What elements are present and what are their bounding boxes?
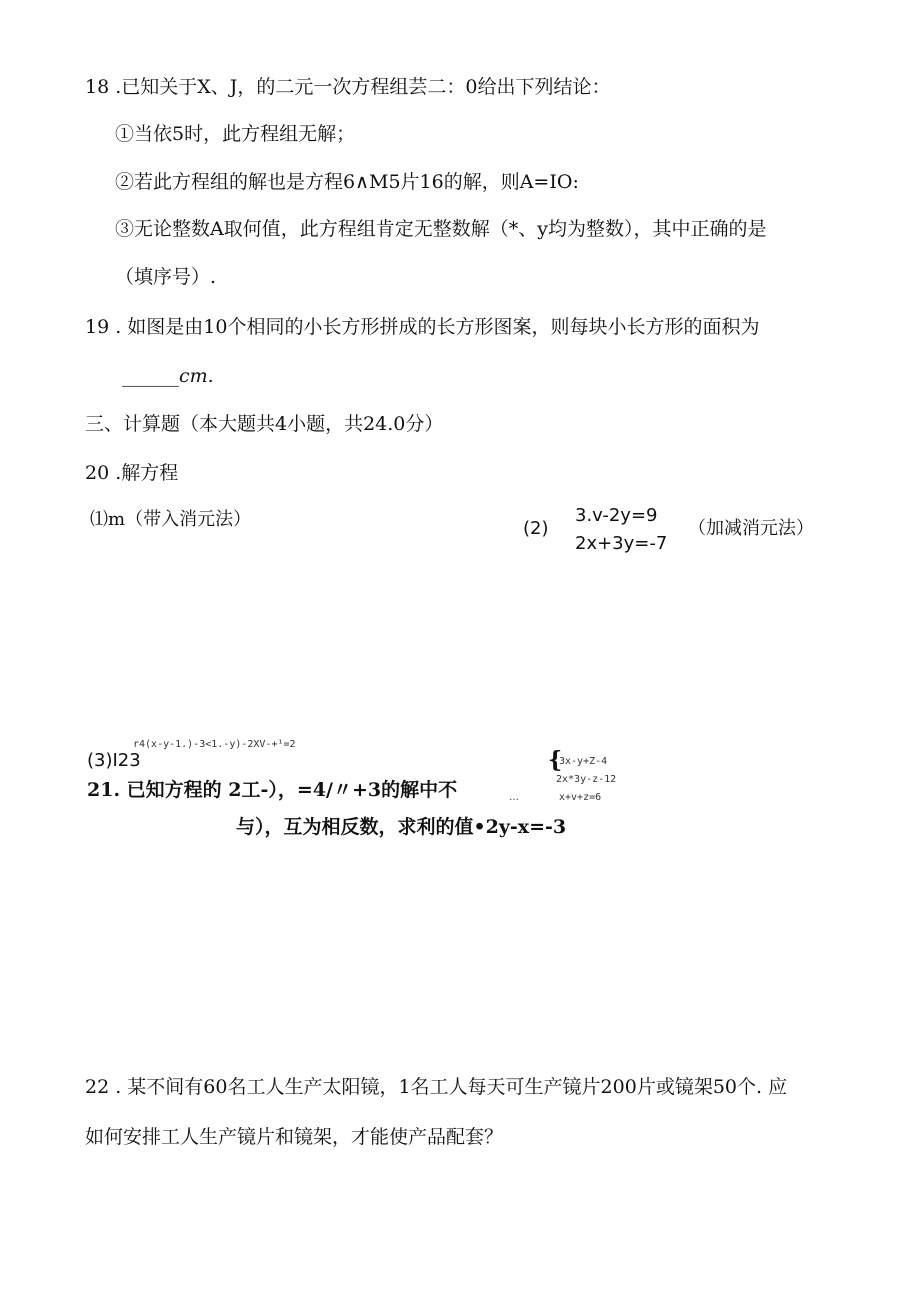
q20-part-2-method: （加减消元法） — [688, 518, 814, 539]
q20-part-2-equation-2: 2x+3y=-7 — [575, 533, 668, 554]
q19-answer-blank: ______cm. — [122, 365, 214, 387]
q20-part-2-number: (2) — [523, 518, 549, 539]
q22-line-2: 如何安排工人生产镜片和镜架，才能使产品配套？ — [85, 1126, 504, 1148]
q20-part-3-number: (3)I23 — [87, 750, 141, 771]
q18-conclusion-3: ③无论整数A取何值，此方程组肯定无整数解（*、y均为整数），其中正确的是 — [115, 218, 767, 240]
q21-line-1: 21. 已知方程的 2工-），=4/〃+3的解中不 — [87, 779, 458, 801]
q20-part-2-equation-1: 3.v-2y=9 — [575, 505, 658, 526]
q20-part-4-equation-3: x+v+z=6 — [559, 792, 602, 803]
section-3-heading: 三、计算题（本大题共4小题，共24.0分） — [85, 413, 444, 435]
q20-stem: 20 .解方程 — [85, 462, 179, 484]
q18-conclusion-1: ①当依5时，此方程组无解； — [115, 123, 356, 145]
q19-stem: 19 . 如图是由10个相同的小长方形拼成的长方形图案，则每块小长方形的面积为 — [85, 316, 760, 338]
q18-fill-order: （填序号）. — [115, 266, 217, 288]
q20-part-4-equation-1: 3x-y+Z-4 — [559, 756, 608, 767]
q20-part-4-equation-2: 2x*3y-z-12 — [556, 774, 617, 785]
q18-stem: 18 .已知关于X、J，的二元一次方程组芸二：0给出下列结论： — [85, 76, 611, 98]
q21-line-2: 与），互为相反数，求利的值•2y-x=-3 — [236, 816, 567, 838]
q22-line-1: 22 . 某不间有60名工人生产太阳镜，1名工人每天可生产镜片200片或镜架50个. 应 — [85, 1076, 788, 1098]
system-brace-icon: { — [548, 747, 563, 773]
q20-part-4-dots: … — [509, 792, 519, 803]
q20-part-1: ⑴m（带入消元法） — [90, 509, 252, 530]
q18-conclusion-2: ②若此方程组的解也是方程6∧M5片16的解，则A=IO: — [115, 171, 579, 193]
q20-part-3-equation: r4(x-y-1.)-3<1.-y)-2XV-+¹=2 — [133, 739, 296, 750]
